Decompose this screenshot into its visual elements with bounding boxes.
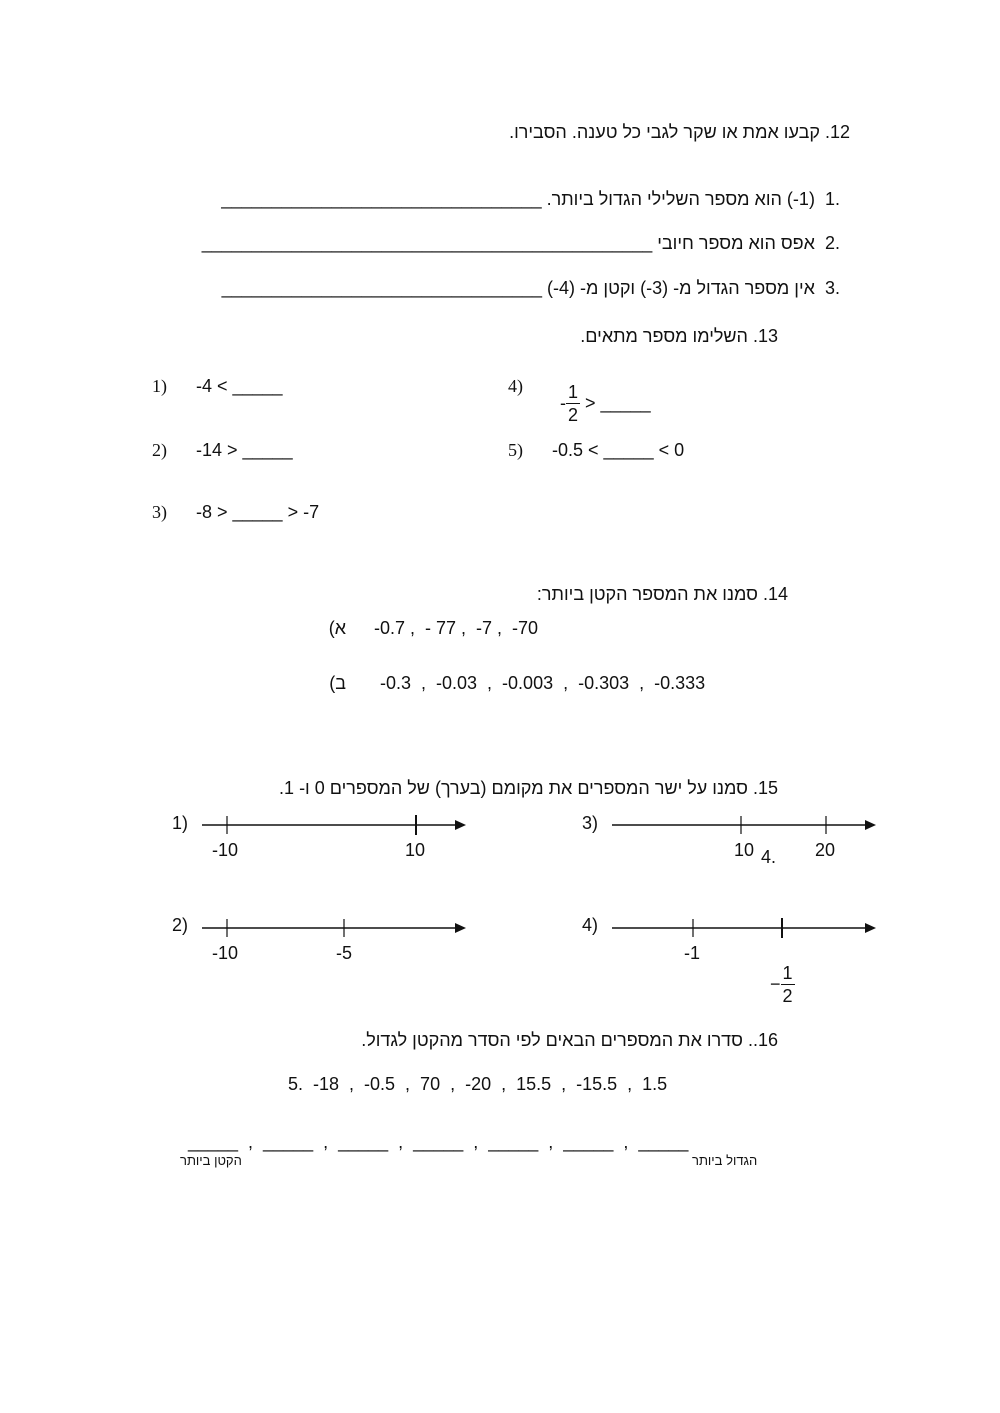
numline-2-tick-b: -5: [336, 943, 353, 963]
q12-title: 12. קבעו אמת או שקר לגבי כל טענה. הסבירו.: [509, 122, 850, 142]
numline-1-label: 1): [172, 813, 189, 833]
q15-title: 15. סמנו על ישר המספרים את מקומם (בערך) של המספרים 0 ו- 1.: [279, 778, 778, 798]
q13-expr-5[interactable]: -0.5 < _____ < 0: [552, 440, 685, 460]
q13-expr-4[interactable]: [550, 362, 651, 424]
item-text: (1-) הוא מספר השלילי הגדול ביותר.: [546, 189, 815, 209]
numline-3-tick-b: 20: [815, 840, 836, 860]
fraction-half: $\frac{1}{2}$: [568, 382, 579, 425]
q16-answer-line[interactable]: _____ , _____ , _____ , _____ , _____ , _____ , _____: [188, 1132, 689, 1152]
answer-line[interactable]: ________________________________: [221, 278, 542, 298]
q13-title: 13. השלימו מספר מתאים.: [580, 326, 778, 346]
minus-sign: -: [560, 393, 567, 413]
answer-line[interactable]: ________________________________: [221, 189, 542, 209]
item-text: אפס הוא מספר חיובי: [657, 233, 815, 253]
q13-label-4: 4): [508, 376, 523, 396]
minus-sign: −: [770, 974, 781, 994]
numline-4-tick-frac: [760, 943, 795, 1005]
answer-line[interactable]: _____________________________________________: [201, 233, 653, 253]
numline-2-label: 2): [172, 915, 189, 935]
item-number: .2: [824, 233, 840, 253]
q13-label-1: 1): [152, 376, 167, 396]
fraction-half: $\frac{1}{2}$: [782, 963, 793, 1006]
q12-item-1: [221, 168, 850, 210]
q16-title: 16.. סדרו את המספרים הבאים לפי הסדר מהקטן לגדול.: [361, 1030, 778, 1050]
q12-item-2: [202, 212, 850, 254]
numline-3-extra: 4.: [761, 847, 777, 867]
item-number: .1: [824, 189, 840, 209]
numline-1-tick-b: 10: [405, 840, 426, 860]
q13-label-5: 5): [508, 440, 523, 460]
numline-4-label: 4): [582, 915, 599, 935]
q14-title: 14. סמנו את המספר הקטן ביותר:: [536, 584, 788, 604]
item-text: אין מספר הגדול מ- (3-) וקטן מ- (4-): [547, 278, 815, 298]
q13-label-3: 3): [152, 502, 167, 522]
item-number: .3: [824, 278, 840, 298]
expr-rest: > _____: [580, 393, 651, 413]
q16-numbers: 5. -18 , -0.5 , 70 , -20 , 15.5 , -15.5 , 1.5: [288, 1074, 668, 1094]
q14-a-label: א): [328, 618, 346, 638]
q12-item-3: [222, 257, 850, 299]
q13-label-2: 2): [152, 440, 167, 460]
numline-4-tick-a: -1: [684, 943, 701, 963]
q13-expr-2[interactable]: -14 > _____: [196, 440, 293, 460]
numline-2-tick-a: -10: [212, 943, 239, 963]
numline-1-tick-a: -10: [212, 840, 239, 860]
q13-expr-1[interactable]: -4 < _____: [196, 376, 283, 396]
q14-a-values[interactable]: -0.7 , - 77 , -7 , -70: [374, 618, 539, 638]
q14-b-values[interactable]: -0.3 , -0.03 , -0.003 , -0.303 , -0.333: [380, 673, 706, 693]
label-smallest: הקטן ביותר: [180, 1153, 242, 1168]
numline-3-label: 3): [582, 813, 599, 833]
q14-b-label: ב): [329, 673, 346, 693]
number-line-4[interactable]: [0, 0, 1, 1]
label-largest: הגדול ביותר: [692, 1153, 758, 1168]
q13-expr-3[interactable]: -8 > _____ > -7: [196, 502, 320, 522]
numline-3-tick-a: 10: [734, 840, 755, 860]
